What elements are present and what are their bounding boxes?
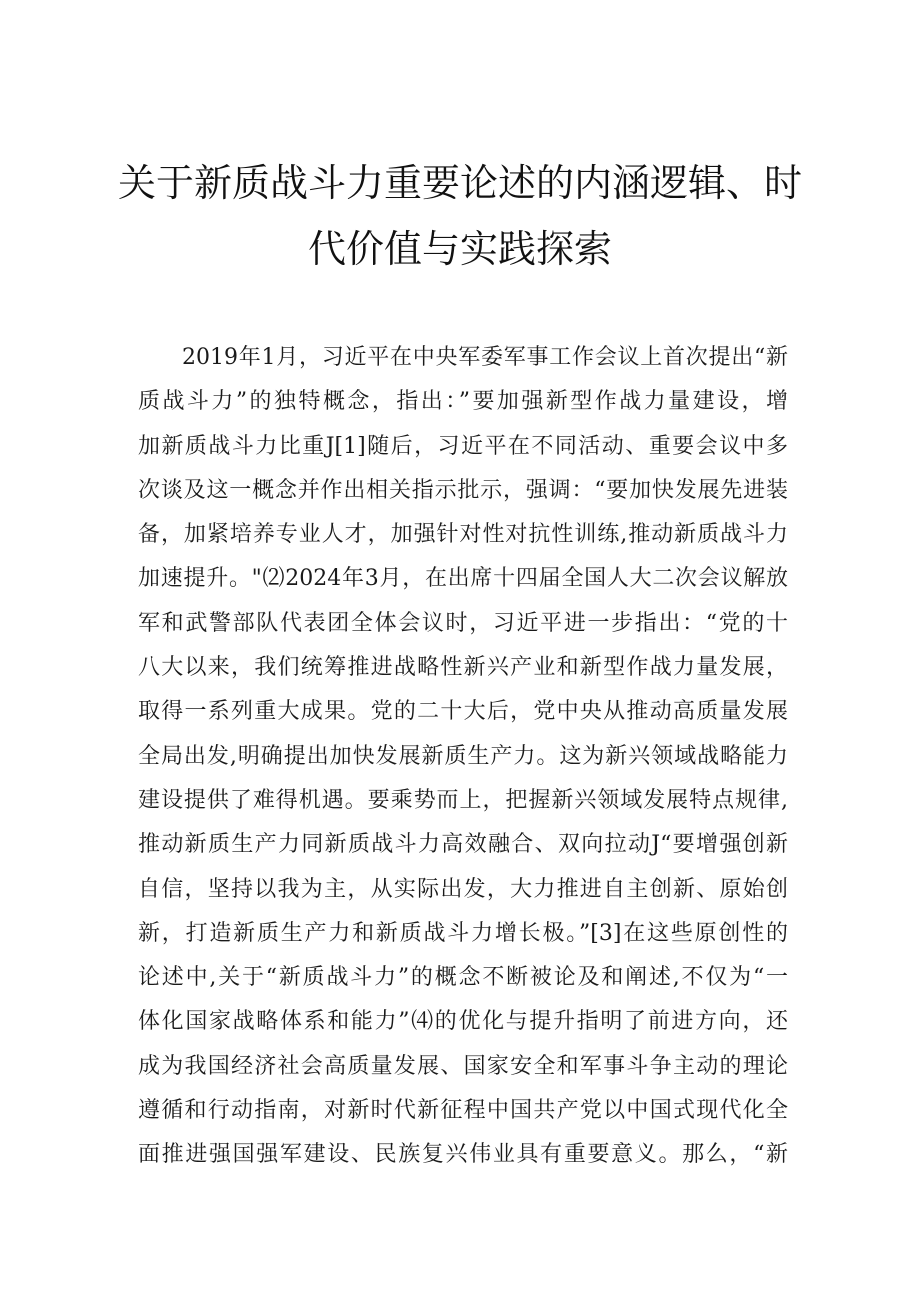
body-line: 体化国家战略体系和能力”⑷的优化与提升指明了前进方向，还 xyxy=(138,1009,788,1035)
body-line: 全局出发,明确提出加快发展新质生产力。这为新兴领域战略能力 xyxy=(138,743,788,769)
body-line: 军和武警部队代表团全体会议时，习近平进一步指出：“党的十 xyxy=(138,610,788,636)
body-line: 自信，坚持以我为主，从实际出发，大力推进自主创新、原始创 xyxy=(138,876,788,902)
document-title xyxy=(100,150,820,282)
body-line: 面推进强国强军建设、民族复兴伟业具有重要意义。那么，“新 xyxy=(138,1142,788,1168)
body-paragraph xyxy=(138,336,788,1178)
body-line: 加新质战斗力比重J[1]随后，习近平在不同活动、重要会议中多 xyxy=(138,433,788,459)
body-line: 推动新质生产力同新质战斗力高效融合、双向拉动J“要增强创新 xyxy=(138,832,788,858)
body-line: 成为我国经济社会高质量发展、国家安全和军事斗争主动的理论 xyxy=(138,1053,788,1079)
body-line: 新，打造新质生产力和新质战斗力增长极。”[3]在这些原创性的 xyxy=(138,920,788,946)
body-line: 2019年1月，习近平在中央军委军事工作会议上首次提出“新 xyxy=(182,345,788,370)
body-line: 取得一系列重大成果。党的二十大后，党中央从推动高质量发展 xyxy=(138,699,788,725)
body-line: 质战斗力”的独特概念，指出：”要加强新型作战力量建设，增 xyxy=(138,389,788,415)
body-line: 建设提供了难得机遇。要乘势而上，把握新兴领域发展特点规律, xyxy=(138,787,788,813)
body-line: 遵循和行动指南，对新时代新征程中国共产党以中国式现代化全 xyxy=(138,1098,788,1124)
body-line: 备，加紧培养专业人才，加强针对性对抗性训练,推动新质战斗力 xyxy=(138,522,788,548)
body-line: 八大以来，我们统筹推进战略性新兴产业和新型作战力量发展， xyxy=(138,655,788,681)
title-line: 代价值与实践探索 xyxy=(307,227,612,271)
title-line: 关于新质战斗力重要论述的内涵逻辑、时 xyxy=(117,161,802,205)
body-line: 次谈及这一概念并作出相关指示批示，强调：“要加快发展先进装 xyxy=(138,477,788,503)
body-line: 加速提升。"⑵2024年3月，在出席十四届全国人大二次会议解放 xyxy=(138,566,788,592)
body-line: 论述中,关于“新质战斗力”的概念不断被论及和阐述,不仅为“一 xyxy=(138,965,788,991)
